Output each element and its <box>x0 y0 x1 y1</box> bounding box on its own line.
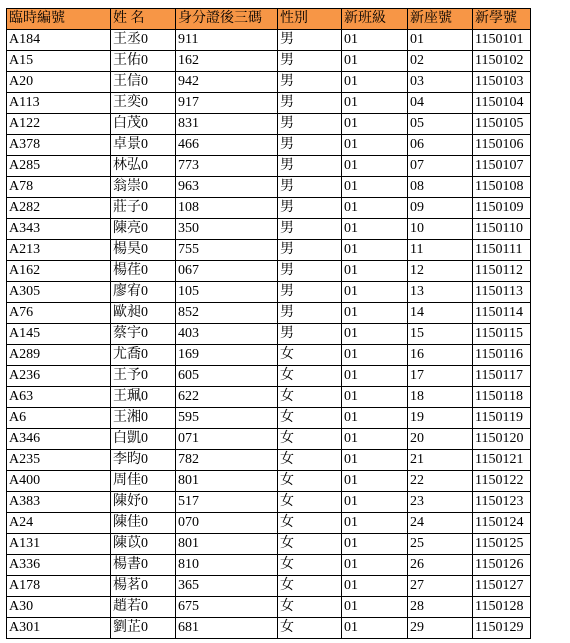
student-id-cell: 1150124 <box>473 513 531 534</box>
table-row <box>7 177 531 198</box>
id-last3-cell: 755 <box>176 240 278 261</box>
student-id-cell: 1150125 <box>473 534 531 555</box>
id-last3-cell: 365 <box>176 576 278 597</box>
gender-cell: 女 <box>278 429 342 450</box>
temp-id-cell: A400 <box>7 471 111 492</box>
class-cell: 01 <box>342 219 408 240</box>
gender-cell: 男 <box>278 303 342 324</box>
table-row <box>7 555 531 576</box>
student-id-cell: 1150128 <box>473 597 531 618</box>
seat-cell: 02 <box>408 51 473 72</box>
seat-cell: 21 <box>408 450 473 471</box>
temp-id-cell: A113 <box>7 93 111 114</box>
student-id-cell: 1150101 <box>473 30 531 51</box>
gender-cell: 男 <box>278 51 342 72</box>
seat-cell: 12 <box>408 261 473 282</box>
temp-id-cell: A346 <box>7 429 111 450</box>
table-row <box>7 492 531 513</box>
seat-cell: 25 <box>408 534 473 555</box>
gender-cell: 女 <box>278 345 342 366</box>
table-row <box>7 30 531 51</box>
student-id-cell: 1150108 <box>473 177 531 198</box>
id-last3-cell: 067 <box>176 261 278 282</box>
header-name: 姓 名 <box>111 9 176 30</box>
gender-cell: 男 <box>278 93 342 114</box>
id-last3-cell: 071 <box>176 429 278 450</box>
gender-cell: 女 <box>278 513 342 534</box>
seat-cell: 27 <box>408 576 473 597</box>
id-last3-cell: 801 <box>176 471 278 492</box>
header-id-last3: 身分證後三碼 <box>176 9 278 30</box>
table-row <box>7 114 531 135</box>
gender-cell: 男 <box>278 72 342 93</box>
seat-cell: 06 <box>408 135 473 156</box>
temp-id-cell: A378 <box>7 135 111 156</box>
student-id-cell: 1150103 <box>473 72 531 93</box>
temp-id-cell: A285 <box>7 156 111 177</box>
table-row <box>7 366 531 387</box>
temp-id-cell: A289 <box>7 345 111 366</box>
temp-id-cell: A76 <box>7 303 111 324</box>
name-cell: 王佑0 <box>111 51 176 72</box>
gender-cell: 女 <box>278 576 342 597</box>
id-last3-cell: 801 <box>176 534 278 555</box>
gender-cell: 男 <box>278 282 342 303</box>
seat-cell: 03 <box>408 72 473 93</box>
student-id-cell: 1150119 <box>473 408 531 429</box>
seat-cell: 07 <box>408 156 473 177</box>
gender-cell: 女 <box>278 387 342 408</box>
gender-cell: 男 <box>278 156 342 177</box>
gender-cell: 男 <box>278 219 342 240</box>
student-id-cell: 1150129 <box>473 618 531 639</box>
temp-id-cell: A235 <box>7 450 111 471</box>
student-id-cell: 1150116 <box>473 345 531 366</box>
table-row <box>7 282 531 303</box>
name-cell: 陳苡0 <box>111 534 176 555</box>
id-last3-cell: 350 <box>176 219 278 240</box>
name-cell: 歐昶0 <box>111 303 176 324</box>
student-id-cell: 1150127 <box>473 576 531 597</box>
name-cell: 趙若0 <box>111 597 176 618</box>
table-row <box>7 72 531 93</box>
temp-id-cell: A145 <box>7 324 111 345</box>
table-row <box>7 93 531 114</box>
table-row <box>7 261 531 282</box>
id-last3-cell: 466 <box>176 135 278 156</box>
seat-cell: 16 <box>408 345 473 366</box>
student-id-cell: 1150106 <box>473 135 531 156</box>
temp-id-cell: A78 <box>7 177 111 198</box>
id-last3-cell: 675 <box>176 597 278 618</box>
name-cell: 王予0 <box>111 366 176 387</box>
gender-cell: 男 <box>278 114 342 135</box>
class-cell: 01 <box>342 198 408 219</box>
gender-cell: 女 <box>278 555 342 576</box>
student-id-cell: 1150114 <box>473 303 531 324</box>
temp-id-cell: A213 <box>7 240 111 261</box>
class-cell: 01 <box>342 135 408 156</box>
seat-cell: 11 <box>408 240 473 261</box>
name-cell: 尤喬0 <box>111 345 176 366</box>
seat-cell: 28 <box>408 597 473 618</box>
seat-cell: 23 <box>408 492 473 513</box>
temp-id-cell: A24 <box>7 513 111 534</box>
temp-id-cell: A282 <box>7 198 111 219</box>
name-cell: 白凱0 <box>111 429 176 450</box>
student-id-cell: 1150115 <box>473 324 531 345</box>
id-last3-cell: 517 <box>176 492 278 513</box>
header-gender: 性別 <box>278 9 342 30</box>
class-cell: 01 <box>342 282 408 303</box>
id-last3-cell: 070 <box>176 513 278 534</box>
id-last3-cell: 852 <box>176 303 278 324</box>
id-last3-cell: 169 <box>176 345 278 366</box>
name-cell: 楊荏0 <box>111 261 176 282</box>
name-cell: 王信0 <box>111 72 176 93</box>
seat-cell: 08 <box>408 177 473 198</box>
seat-cell: 14 <box>408 303 473 324</box>
id-last3-cell: 162 <box>176 51 278 72</box>
id-last3-cell: 108 <box>176 198 278 219</box>
student-id-cell: 1150111 <box>473 240 531 261</box>
name-cell: 陳亮0 <box>111 219 176 240</box>
class-cell: 01 <box>342 51 408 72</box>
name-cell: 翁崇0 <box>111 177 176 198</box>
student-id-cell: 1150122 <box>473 471 531 492</box>
class-cell: 01 <box>342 261 408 282</box>
temp-id-cell: A236 <box>7 366 111 387</box>
temp-id-cell: A305 <box>7 282 111 303</box>
gender-cell: 男 <box>278 324 342 345</box>
student-table <box>6 8 531 639</box>
name-cell: 陳妤0 <box>111 492 176 513</box>
header-new-seat: 新座號 <box>408 9 473 30</box>
student-id-cell: 1150117 <box>473 366 531 387</box>
class-cell: 01 <box>342 429 408 450</box>
seat-cell: 26 <box>408 555 473 576</box>
name-cell: 楊茗0 <box>111 576 176 597</box>
table-row <box>7 408 531 429</box>
header-temp-id: 臨時編號 <box>7 9 111 30</box>
table-row <box>7 156 531 177</box>
temp-id-cell: A6 <box>7 408 111 429</box>
class-cell: 01 <box>342 387 408 408</box>
table-row <box>7 303 531 324</box>
student-id-cell: 1150112 <box>473 261 531 282</box>
id-last3-cell: 595 <box>176 408 278 429</box>
temp-id-cell: A301 <box>7 618 111 639</box>
seat-cell: 20 <box>408 429 473 450</box>
header-new-class: 新班級 <box>342 9 408 30</box>
seat-cell: 10 <box>408 219 473 240</box>
table-row <box>7 387 531 408</box>
class-cell: 01 <box>342 156 408 177</box>
gender-cell: 男 <box>278 135 342 156</box>
gender-cell: 女 <box>278 408 342 429</box>
gender-cell: 男 <box>278 30 342 51</box>
student-id-cell: 1150104 <box>473 93 531 114</box>
header-new-student-id: 新學號 <box>473 9 531 30</box>
seat-cell: 15 <box>408 324 473 345</box>
gender-cell: 女 <box>278 471 342 492</box>
name-cell: 王湘0 <box>111 408 176 429</box>
table-row <box>7 450 531 471</box>
id-last3-cell: 942 <box>176 72 278 93</box>
name-cell: 白茂0 <box>111 114 176 135</box>
name-cell: 楊昊0 <box>111 240 176 261</box>
id-last3-cell: 963 <box>176 177 278 198</box>
table-row <box>7 219 531 240</box>
class-cell: 01 <box>342 114 408 135</box>
student-id-cell: 1150102 <box>473 51 531 72</box>
class-cell: 01 <box>342 303 408 324</box>
table-row <box>7 324 531 345</box>
seat-cell: 17 <box>408 366 473 387</box>
gender-cell: 女 <box>278 534 342 555</box>
id-last3-cell: 810 <box>176 555 278 576</box>
class-cell: 01 <box>342 471 408 492</box>
student-id-cell: 1150123 <box>473 492 531 513</box>
id-last3-cell: 105 <box>176 282 278 303</box>
id-last3-cell: 773 <box>176 156 278 177</box>
name-cell: 卓景0 <box>111 135 176 156</box>
table-row <box>7 576 531 597</box>
class-cell: 01 <box>342 177 408 198</box>
class-cell: 01 <box>342 618 408 639</box>
student-id-cell: 1150113 <box>473 282 531 303</box>
seat-cell: 24 <box>408 513 473 534</box>
gender-cell: 男 <box>278 261 342 282</box>
temp-id-cell: A178 <box>7 576 111 597</box>
class-cell: 01 <box>342 513 408 534</box>
student-id-cell: 1150126 <box>473 555 531 576</box>
seat-cell: 18 <box>408 387 473 408</box>
temp-id-cell: A122 <box>7 114 111 135</box>
temp-id-cell: A336 <box>7 555 111 576</box>
gender-cell: 男 <box>278 198 342 219</box>
table-row <box>7 534 531 555</box>
class-cell: 01 <box>342 240 408 261</box>
name-cell: 蔡宇0 <box>111 324 176 345</box>
gender-cell: 男 <box>278 240 342 261</box>
table-row <box>7 135 531 156</box>
name-cell: 劉芷0 <box>111 618 176 639</box>
id-last3-cell: 831 <box>176 114 278 135</box>
id-last3-cell: 403 <box>176 324 278 345</box>
temp-id-cell: A383 <box>7 492 111 513</box>
student-id-cell: 1150110 <box>473 219 531 240</box>
table-row <box>7 597 531 618</box>
id-last3-cell: 681 <box>176 618 278 639</box>
seat-cell: 05 <box>408 114 473 135</box>
name-cell: 廖宥0 <box>111 282 176 303</box>
table-row <box>7 345 531 366</box>
gender-cell: 女 <box>278 450 342 471</box>
class-cell: 01 <box>342 408 408 429</box>
seat-cell: 29 <box>408 618 473 639</box>
class-cell: 01 <box>342 450 408 471</box>
class-cell: 01 <box>342 93 408 114</box>
student-id-cell: 1150120 <box>473 429 531 450</box>
seat-cell: 13 <box>408 282 473 303</box>
student-id-cell: 1150109 <box>473 198 531 219</box>
temp-id-cell: A20 <box>7 72 111 93</box>
name-cell: 王奕0 <box>111 93 176 114</box>
temp-id-cell: A131 <box>7 534 111 555</box>
class-cell: 01 <box>342 72 408 93</box>
temp-id-cell: A343 <box>7 219 111 240</box>
table-row <box>7 618 531 639</box>
table-row <box>7 471 531 492</box>
name-cell: 莊子0 <box>111 198 176 219</box>
table-row <box>7 429 531 450</box>
gender-cell: 女 <box>278 597 342 618</box>
gender-cell: 女 <box>278 366 342 387</box>
class-cell: 01 <box>342 555 408 576</box>
temp-id-cell: A63 <box>7 387 111 408</box>
class-cell: 01 <box>342 597 408 618</box>
id-last3-cell: 782 <box>176 450 278 471</box>
seat-cell: 22 <box>408 471 473 492</box>
id-last3-cell: 605 <box>176 366 278 387</box>
class-cell: 01 <box>342 576 408 597</box>
gender-cell: 女 <box>278 618 342 639</box>
class-cell: 01 <box>342 534 408 555</box>
temp-id-cell: A162 <box>7 261 111 282</box>
seat-cell: 19 <box>408 408 473 429</box>
name-cell: 陳佳0 <box>111 513 176 534</box>
student-id-cell: 1150105 <box>473 114 531 135</box>
id-last3-cell: 917 <box>176 93 278 114</box>
class-cell: 01 <box>342 324 408 345</box>
seat-cell: 09 <box>408 198 473 219</box>
temp-id-cell: A184 <box>7 30 111 51</box>
seat-cell: 01 <box>408 30 473 51</box>
class-cell: 01 <box>342 345 408 366</box>
table-row <box>7 198 531 219</box>
temp-id-cell: A30 <box>7 597 111 618</box>
class-cell: 01 <box>342 492 408 513</box>
name-cell: 王丞0 <box>111 30 176 51</box>
table-row <box>7 240 531 261</box>
class-cell: 01 <box>342 366 408 387</box>
id-last3-cell: 911 <box>176 30 278 51</box>
header-row <box>7 9 531 30</box>
temp-id-cell: A15 <box>7 51 111 72</box>
name-cell: 楊書0 <box>111 555 176 576</box>
id-last3-cell: 622 <box>176 387 278 408</box>
gender-cell: 女 <box>278 492 342 513</box>
student-id-cell: 1150118 <box>473 387 531 408</box>
table-row <box>7 513 531 534</box>
student-id-cell: 1150121 <box>473 450 531 471</box>
student-id-cell: 1150107 <box>473 156 531 177</box>
seat-cell: 04 <box>408 93 473 114</box>
name-cell: 李昀0 <box>111 450 176 471</box>
gender-cell: 男 <box>278 177 342 198</box>
name-cell: 林弘0 <box>111 156 176 177</box>
table-row <box>7 51 531 72</box>
name-cell: 周佳0 <box>111 471 176 492</box>
class-cell: 01 <box>342 30 408 51</box>
name-cell: 王珮0 <box>111 387 176 408</box>
